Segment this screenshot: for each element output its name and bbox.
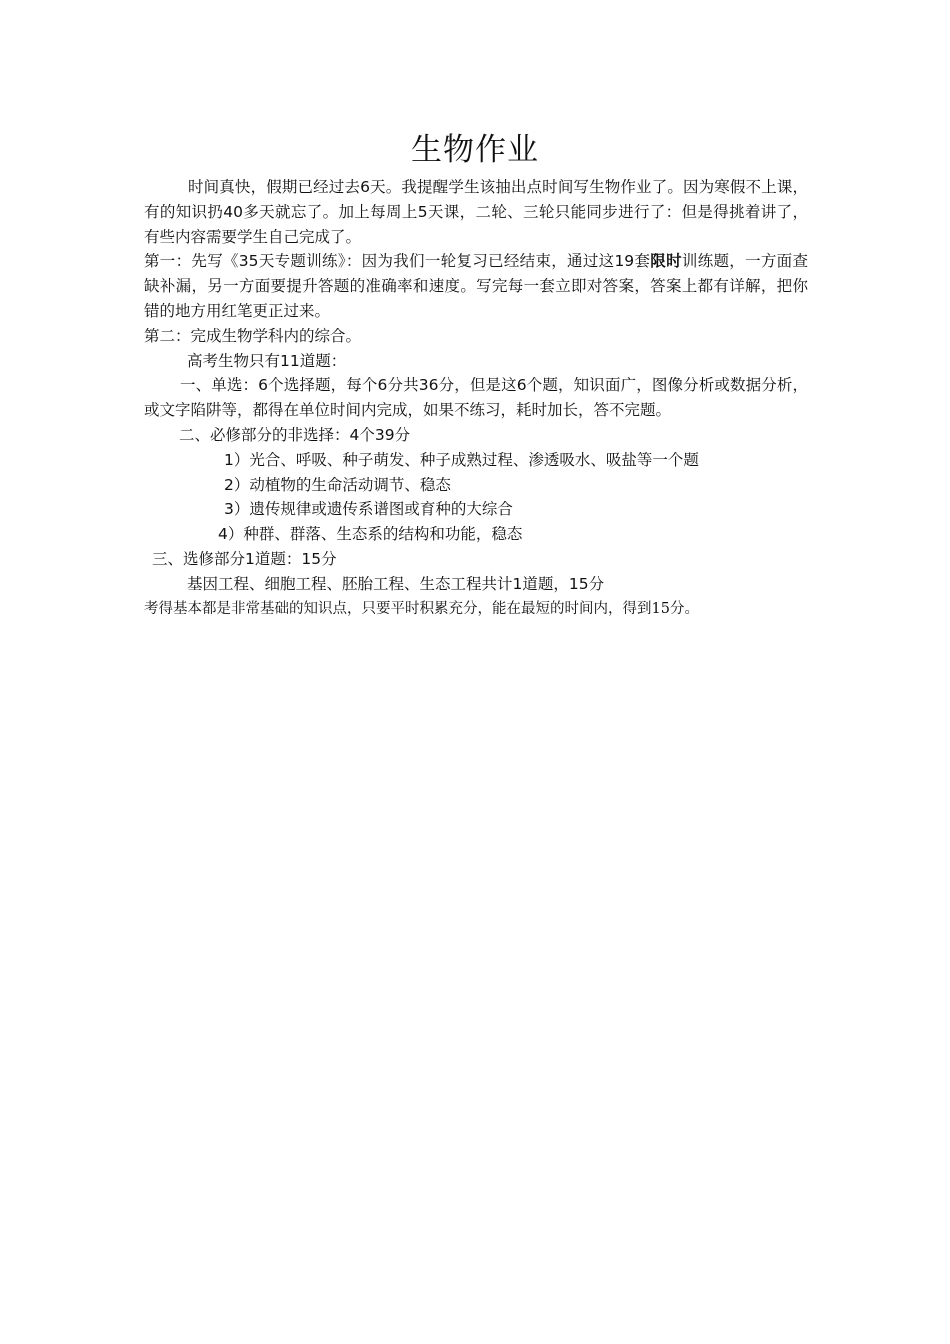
second-paragraph: 第二：完成生物学科内的综合。 <box>144 326 362 345</box>
required-item-1: 1）光合、呼吸、种子萌发、种子成熟过程、渗透吸水、吸盐等一个题 <box>224 450 699 469</box>
required-section-heading: 二、必修部分的非选择：4个39分 <box>179 425 411 444</box>
first-paragraph-rest: 训练题，一方面查缺补漏，另一方面要提升答题的准确率和速度。写完每一套立即对答案，答案上都有详解，把你错的地方用红笔更正过来。 <box>144 252 808 320</box>
required-item-4: 4）种群、群落、生态系的结构和功能，稳态 <box>218 525 523 544</box>
first-paragraph-start: 第一：先写《35天专题训练》：因为我们一轮复习已经结束，通过这19套 <box>144 252 651 271</box>
intro-paragraph: 时间真快，假期已经过去6天。我提醒学生该抽出点时间写生物作业了。因为寒假不上课，有的知识扔40多天就忘了。加上每周上5天课，二轮、三轮只能同步进行了：但是得挑着讲了，有些内容需要学生自己完成了。 <box>144 178 808 246</box>
first-paragraph <box>144 249 808 323</box>
document-body <box>144 175 808 621</box>
required-item-2: 2）动植物的生命活动调节、稳态 <box>224 475 451 494</box>
document-title: 生物作业 <box>411 132 539 168</box>
elective-section-heading: 三、选修部分1道题：15分 <box>152 549 337 568</box>
elective-detail-line: 基因工程、细胞工程、胚胎工程、生态工程共计1道题，15分 <box>187 574 605 593</box>
required-item-3: 3）遗传规律或遗传系谱图或育种的大综合 <box>224 500 513 519</box>
single-choice-paragraph: 一、单选：6个选择题，每个6分共36分，但是这6个题，知识面广，图像分析或数据分析，或文字陷阱等，都得在单位时间内完成，如果不练习，耗时加长，答不完题。 <box>144 376 808 420</box>
closing-line: 考得基本都是非常基础的知识点，只要平时积累充分，能在最短的时间内，得到15分。 <box>144 600 699 617</box>
time-limited-emphasis: 限时 <box>650 252 682 271</box>
gaokao-line: 高考生物只有11道题： <box>187 351 347 370</box>
